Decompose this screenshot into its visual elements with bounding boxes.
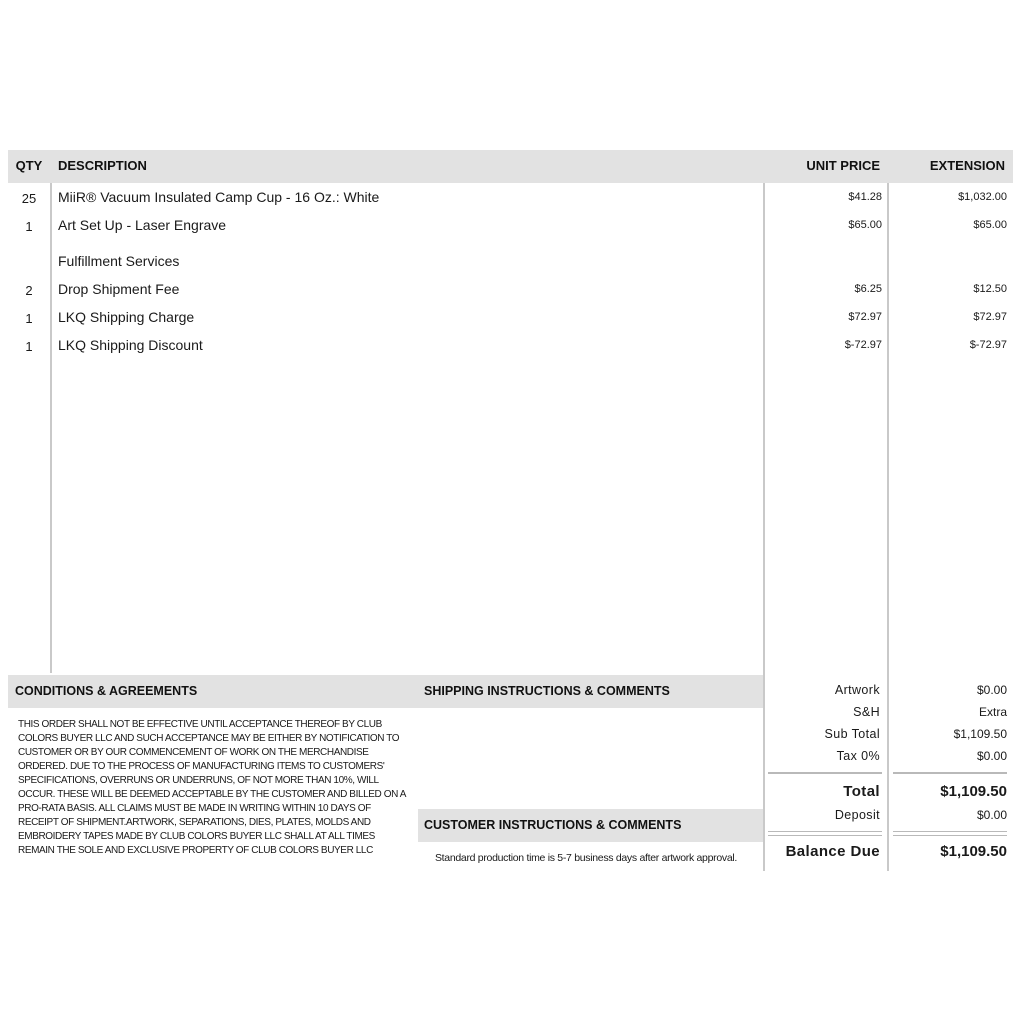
row-unit-price: $65.00 xyxy=(848,219,882,231)
totals-divider xyxy=(893,772,1007,774)
subtotal-label: Sub Total xyxy=(824,727,880,741)
row-qty: 2 xyxy=(25,283,33,298)
row-description: LKQ Shipping Discount xyxy=(58,337,203,353)
qty-header: QTY xyxy=(15,158,43,173)
table-row xyxy=(0,337,1016,357)
row-extension: $65.00 xyxy=(973,219,1007,231)
balance-due-value: $1,109.50 xyxy=(940,843,1007,860)
row-extension: $12.50 xyxy=(973,283,1007,295)
sh-label: S&H xyxy=(853,705,880,719)
shipping-instructions-title: SHIPPING INSTRUCTIONS & COMMENTS xyxy=(424,684,670,698)
row-unit-price: $6.25 xyxy=(854,283,882,295)
row-qty: 25 xyxy=(21,191,37,206)
tax-label: Tax 0% xyxy=(836,749,880,763)
deposit-label: Deposit xyxy=(834,808,880,822)
balance-due-label: Balance Due xyxy=(785,843,880,860)
deposit-value: $0.00 xyxy=(976,808,1007,822)
table-row xyxy=(0,281,1016,301)
customer-instructions-text: Standard production time is 5-7 business days after artwork approval. xyxy=(434,852,738,864)
table-row xyxy=(0,253,1016,273)
table-row xyxy=(0,309,1016,329)
row-extension: $1,032.00 xyxy=(958,191,1007,203)
unit-price-header: UNIT PRICE xyxy=(806,158,880,173)
conditions-text: THIS ORDER SHALL NOT BE EFFECTIVE UNTIL ACCEPTANCE THEREOF BY CLUB COLORS BUYER LLC AND SUCH ACCEPTANCE MAY BE EITHER BY NOTIFICATION TO CUSTOMER OR BY OUR COMMENCEMENT OF WORK ON THE MERCHANDISE ORDERED. DUE TO THE PROCESS OF MANUFACTURING ITEMS TO CUSTOMERS' SPECIFICATIONS, OVERRUNS OR UNDERRUNS, OF NOT MORE THAN 10%, WILL OCCUR. THESE WILL BE DEEMED ACCEPTABLE BY THE CUSTOMER AND BILLED ON A PRO-RATA BASIS. ALL CLAIMS MUST BE MADE IN WRITING WITHIN 10 DAYS OF RECEIPT OF SHIPMENT.ARTWORK, SEPARATIONS, DIES, PLATES, MOLDS AND EMBROIDERY TAPES MADE BY CLUB COLORS BUYER LLC SHALL AT ALL TIMES REMAIN THE SOLE AND EXCLUSIVE PROPERTY OF CLUB COLORS BUYER LLC xyxy=(18,719,406,856)
row-unit-price: $-72.97 xyxy=(844,339,882,351)
row-qty: 1 xyxy=(25,219,33,234)
row-unit-price: $72.97 xyxy=(848,311,882,323)
artwork-label: Artwork xyxy=(834,683,880,697)
totals-divider xyxy=(768,772,882,774)
row-description: Drop Shipment Fee xyxy=(58,281,180,297)
total-value: $1,109.50 xyxy=(940,783,1007,800)
row-unit-price: $41.28 xyxy=(848,191,882,203)
balance-divider xyxy=(893,835,1007,836)
row-description: LKQ Shipping Charge xyxy=(58,309,195,325)
row-description: Art Set Up - Laser Engrave xyxy=(58,217,227,233)
balance-divider xyxy=(768,835,882,836)
row-qty: 1 xyxy=(25,311,33,326)
conditions-title: CONDITIONS & AGREEMENTS xyxy=(15,684,198,698)
customer-instructions-title: CUSTOMER INSTRUCTIONS & COMMENTS xyxy=(424,818,682,832)
total-label: Total xyxy=(843,783,880,800)
balance-divider xyxy=(893,831,1007,832)
row-qty: 1 xyxy=(25,339,33,354)
row-description: MiiR® Vacuum Insulated Camp Cup - 16 Oz.: White xyxy=(58,189,380,205)
balance-divider xyxy=(768,831,882,832)
extension-header: EXTENSION xyxy=(929,158,1005,173)
row-description: Fulfillment Services xyxy=(58,253,180,269)
table-row xyxy=(0,217,1016,237)
description-header: DESCRIPTION xyxy=(58,158,147,173)
subtotal-value: $1,109.50 xyxy=(953,727,1007,741)
row-extension: $72.97 xyxy=(973,311,1007,323)
artwork-value: $0.00 xyxy=(976,683,1007,697)
table-row xyxy=(0,189,1016,209)
sh-value: Extra xyxy=(978,705,1007,719)
tax-value: $0.00 xyxy=(976,749,1007,763)
row-extension: $-72.97 xyxy=(969,339,1007,351)
